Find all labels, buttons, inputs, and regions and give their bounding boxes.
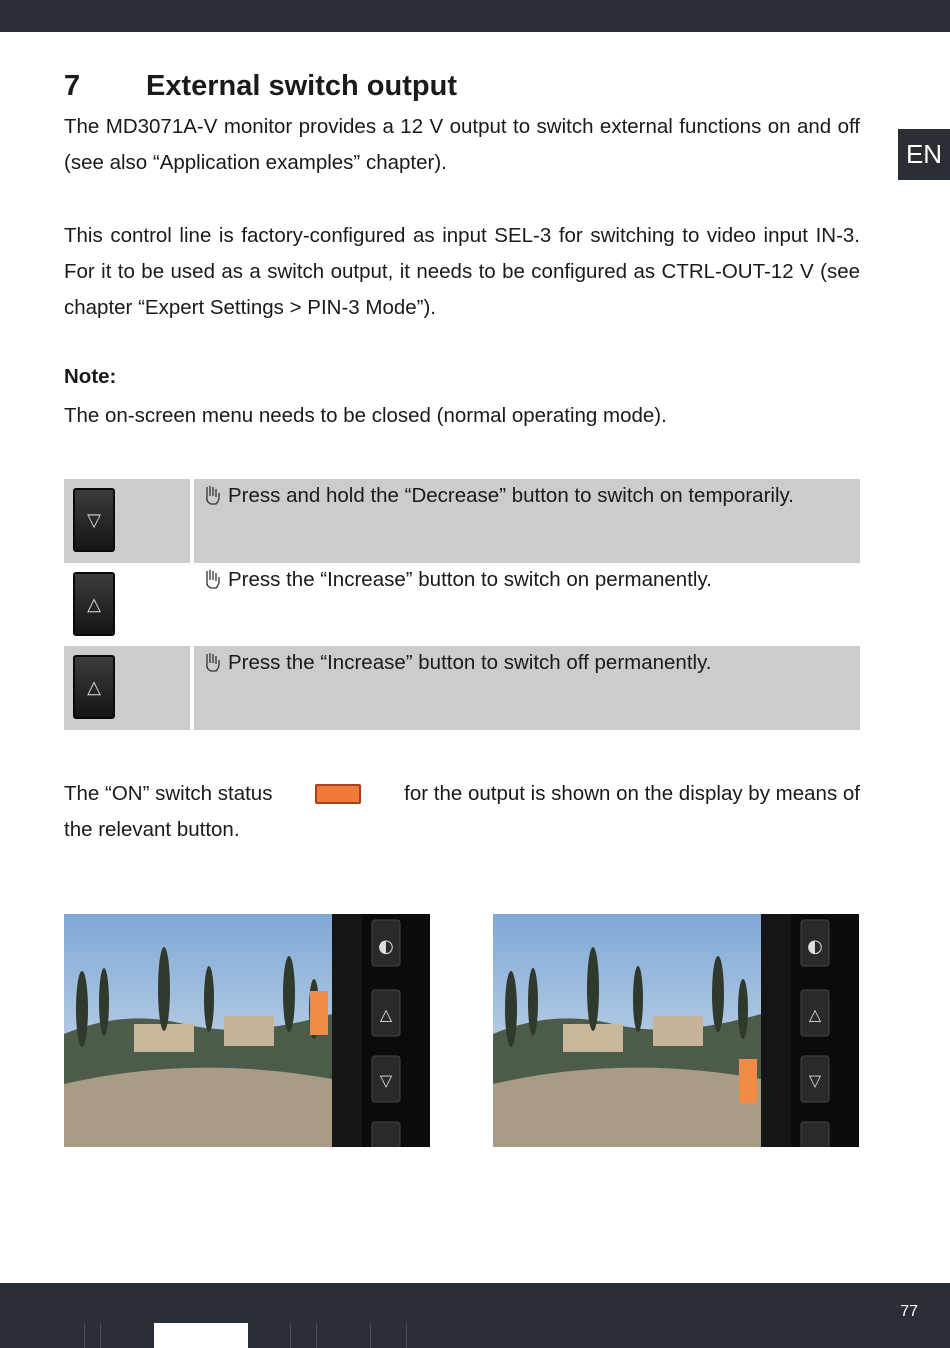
footer-divider	[100, 1323, 101, 1348]
increase-button-icon: △	[73, 655, 115, 719]
section-title: External switch output	[146, 70, 457, 102]
step-row	[64, 646, 860, 730]
step-key-cell	[64, 479, 190, 563]
status-description	[64, 776, 860, 848]
bottom-bar	[0, 1283, 950, 1348]
footer-divider	[84, 1323, 85, 1348]
intro-paragraph: The MD3071A-V monitor provides a 12 V output to switch external functions on and off (see also “Application examples” chapter).	[64, 115, 860, 175]
page-number: 77	[900, 1303, 918, 1320]
step-text: Press the “Increase” button to switch on permanently.	[228, 567, 712, 591]
svg-text:◐: ◐	[807, 936, 823, 957]
step-instruction	[204, 484, 794, 508]
increase-button-icon: △	[73, 572, 115, 636]
footer-divider	[290, 1323, 291, 1348]
step-text: Press the “Increase” button to switch off permanently.	[228, 651, 712, 674]
svg-text:▽: ▽	[379, 1071, 393, 1090]
step-text-cell	[194, 563, 860, 647]
monitor-screenshot-decrease	[493, 914, 859, 1147]
top-bar	[0, 0, 950, 32]
hand-pointer-icon	[204, 652, 222, 672]
step-instruction	[204, 651, 712, 675]
decrease-button-icon: ▽	[73, 488, 115, 552]
steps-table	[64, 479, 860, 730]
svg-text:▽: ▽	[808, 1071, 822, 1090]
footer-marker	[154, 1323, 248, 1348]
footer-divider	[406, 1323, 407, 1348]
language-tab: EN	[898, 129, 950, 180]
step-row	[64, 563, 860, 647]
section-heading	[64, 70, 457, 103]
step-text-cell	[194, 479, 860, 563]
step-instruction	[204, 568, 712, 592]
footer-divider	[316, 1323, 317, 1348]
step-key-cell	[64, 646, 190, 730]
svg-text:◐: ◐	[378, 936, 394, 957]
monitor-screenshot-increase	[64, 914, 430, 1147]
note-label: Note:	[64, 365, 117, 388]
status-text-after: for the output is shown on the display by means of	[404, 782, 860, 805]
section-number: 7	[64, 70, 81, 102]
hand-pointer-icon	[204, 485, 222, 505]
status-text-before: The “ON” switch status	[64, 782, 273, 805]
step-row	[64, 479, 860, 563]
svg-text:△: △	[808, 1005, 822, 1024]
step-text-cell	[194, 646, 860, 730]
config-paragraph: This control line is factory-configured as input SEL-3 for switching to video input IN-3. For it to be used as a switch output, it needs to be configured as CTRL-OUT-12 V (see chapter “Expert Settings > PIN-3 Mode”).	[64, 224, 860, 320]
step-text: Press and hold the “Decrease” button to switch on temporarily.	[228, 484, 794, 507]
svg-text:△: △	[379, 1005, 393, 1024]
status-text-line2: the relevant button.	[64, 818, 240, 842]
note-text: The on-screen menu needs to be closed (normal operating mode).	[64, 404, 667, 427]
footer-divider	[370, 1323, 371, 1348]
step-key-cell	[64, 563, 190, 647]
on-status-indicator-icon	[315, 784, 361, 804]
hand-pointer-icon	[204, 569, 222, 589]
